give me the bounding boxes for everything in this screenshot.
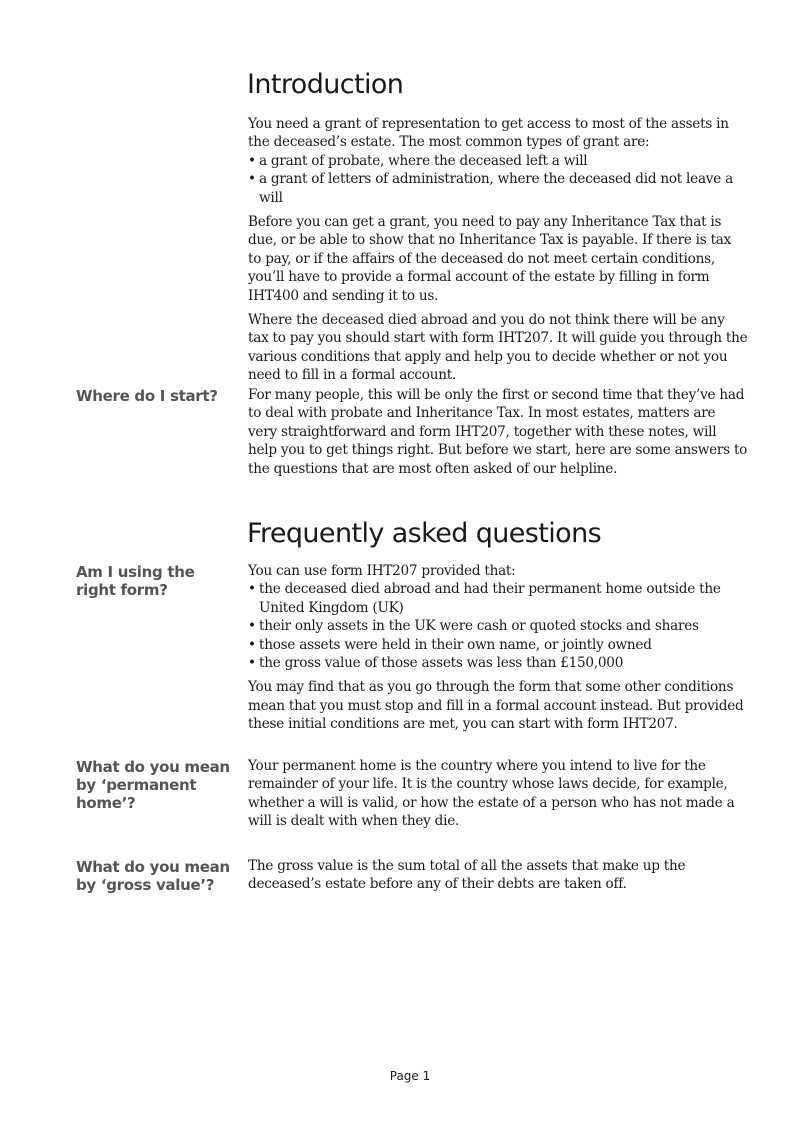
list-item-text: those assets were held in their own name, or jointly owned (259, 636, 652, 653)
introduction-paragraph: Where the deceased died abroad and you do not think there will be any tax to pay you should start with form IHT207. It will guide you through the various conditions that apply and help you to decide whether or not you need to fill in a formal account. (248, 312, 748, 384)
page-number: Page 1 (389, 1069, 431, 1083)
list-item (248, 170, 748, 207)
conditions-list (248, 580, 748, 672)
where-start-label: Where do I start? (76, 387, 218, 405)
bullet-icon: • (248, 152, 256, 169)
introduction-paragraph: You need a grant of representation to get access to most of the assets in the deceased’s estate. The most common types of grant are: (248, 116, 729, 151)
permanent-home-label: What do you mean by ‘permanent home’? (76, 758, 230, 812)
gross-value-paragraph: The gross value is the sum total of all the assets that make up the deceased’s estate before any of their debts are taken off. (248, 858, 686, 893)
permanent-home-section (248, 757, 748, 837)
right-form-label: Am I using the right form? (76, 563, 195, 599)
bullet-icon: • (248, 618, 256, 635)
list-item (248, 152, 748, 170)
list-item (248, 654, 748, 672)
bullet-icon: • (248, 581, 256, 598)
introduction-section (248, 115, 748, 391)
bullet-icon: • (248, 655, 256, 672)
list-item (248, 617, 748, 635)
where-start-paragraph: For many people, this will be only the first or second time that they’ve had to deal with probate and Inheritance Tax. In most estates, matters are very straightforward and form IHT207, together with these notes, will help you to get things right. But before we start, here are some answers to the questions that are most often asked of our helpline. (248, 387, 748, 477)
list-item-text: the gross value of those assets was less than £150,000 (259, 655, 624, 672)
list-item-text: their only assets in the UK were cash or quoted stocks and shares (259, 618, 699, 635)
right-form-intro: You can use form IHT207 provided that: (248, 563, 516, 579)
list-item (248, 580, 748, 617)
list-item-text: the deceased died abroad and had their permanent home outside the United Kingdom (UK) (259, 581, 721, 616)
gross-value-label: What do you mean by ‘gross value’? (76, 858, 230, 894)
bullet-icon: • (248, 636, 256, 653)
list-item (248, 636, 748, 654)
right-form-paragraph: You may find that as you go through the form that some other conditions mean that you must stop and fill in a formal account instead. But provided these initial conditions are met, you can start with form IHT207. (248, 679, 744, 733)
permanent-home-paragraph: Your permanent home is the country where you intend to live for the remainder of your life. It is the country whose laws decide, for example, whether a will is valid, or how the estate of a person who has not made a will is dealt with when they die. (248, 758, 735, 830)
faq-heading: Frequently asked questions (247, 518, 602, 549)
list-item-text: a grant of probate, where the deceased left a will (259, 152, 588, 169)
gross-value-section (248, 857, 748, 900)
where-start-section (248, 386, 748, 484)
grant-types-list (248, 152, 748, 207)
introduction-heading: Introduction (247, 69, 404, 100)
list-item-text: a grant of letters of administration, where the deceased did not leave a will (259, 171, 733, 206)
right-form-section (248, 562, 748, 740)
introduction-paragraph: Before you can get a grant, you need to pay any Inheritance Tax that is due, or be able to show that no Inheritance Tax is payable. If there is tax to pay, or if the affairs of the deceased do not meet certain conditions, you’ll have to provide a formal account of the estate by filling in form IHT400 and sending it to us. (248, 214, 732, 304)
bullet-icon: • (248, 171, 256, 188)
